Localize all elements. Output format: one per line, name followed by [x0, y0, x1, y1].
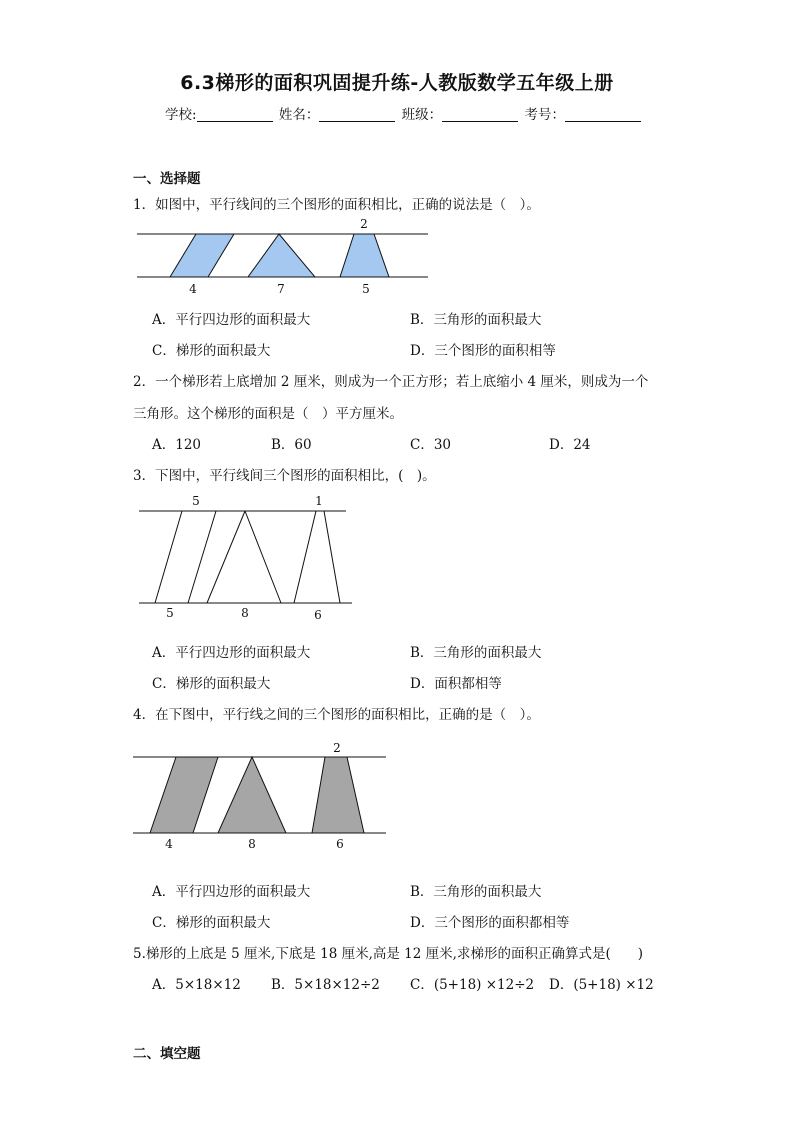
exam-no-label: 考号： [524, 107, 565, 123]
q1-label-c: 5 [362, 282, 370, 296]
q2-option-c[interactable]: C．30 [410, 437, 452, 453]
q4-label-b2: 8 [248, 837, 256, 851]
q1-option-c[interactable]: C．梯形的面积最大 [152, 343, 271, 359]
q3-label-top1: 5 [192, 494, 200, 508]
q3-label-b3: 6 [314, 608, 322, 622]
page-title: 6.3梯形的面积巩固提升练-人教版数学五年级上册 [180, 72, 614, 94]
q5-option-a[interactable]: A．5×18×12 [152, 977, 241, 993]
q2-option-d[interactable]: D．24 [549, 437, 591, 453]
q1-option-d[interactable]: D．三个图形的面积相等 [410, 343, 556, 359]
section-choice-heading: 一、选择题 [133, 171, 201, 187]
q4-option-d[interactable]: D．三个图形的面积都相等 [410, 915, 570, 931]
q5-option-d[interactable]: D．(5+18) ×12 [549, 977, 654, 993]
q2-option-a[interactable]: A．120 [152, 437, 202, 453]
name-label: 姓名： [278, 107, 320, 123]
q4-parallelogram [150, 757, 218, 833]
q3-option-c[interactable]: C．梯形的面积最大 [152, 676, 271, 692]
question-2-stem-line1: 2．一个梯形若上底增加 2 厘米，则成为一个正方形；若上底缩小 4 厘米，则成为一个 [133, 374, 649, 390]
q4-option-b[interactable]: B．三角形的面积最大 [410, 884, 542, 900]
q4-label-top: 2 [333, 741, 341, 755]
q3-label-b2: 8 [241, 606, 249, 620]
q3-option-b[interactable]: B．三角形的面积最大 [410, 645, 542, 661]
q4-label-b1: 4 [165, 837, 173, 851]
q2-option-b[interactable]: B．60 [271, 437, 312, 453]
q4-trapezoid [312, 757, 364, 833]
q3-option-a[interactable]: A．平行四边形的面积最大 [152, 645, 311, 661]
q4-triangle [218, 757, 286, 833]
q1-option-a[interactable]: A．平行四边形的面积最大 [152, 312, 311, 328]
q1-option-b[interactable]: B．三角形的面积最大 [410, 312, 542, 328]
q4-option-c[interactable]: C．梯形的面积最大 [152, 915, 271, 931]
q5-option-b[interactable]: B．5×18×12÷2 [271, 977, 380, 993]
q3-option-d[interactable]: D．面积都相等 [410, 676, 502, 692]
q1-label-top: 2 [360, 217, 368, 231]
question-1-stem: 1．如图中，平行线间的三个图形的面积相比，正确的说法是（ ）。 [133, 197, 540, 213]
question-2-stem-line2: 三角形。这个梯形的面积是（ ）平方厘米。 [133, 406, 403, 422]
q1-label-a: 4 [189, 282, 197, 296]
question-3-stem: 3．下图中，平行线间三个图形的面积相比，( )。 [133, 468, 436, 484]
section-fill-blank-heading: 二、填空题 [133, 1046, 201, 1062]
q4-label-b3: 6 [336, 837, 344, 851]
question-4-stem: 4．在下图中，平行线之间的三个图形的面积相比，正确的是（ ）。 [133, 707, 540, 723]
question-5-stem: 5.梯形的上底是 5 厘米,下底是 18 厘米,高是 12 厘米,求梯形的面积正确算式是( ) [133, 946, 643, 962]
q1-label-b: 7 [277, 282, 285, 296]
class-label: 班级： [401, 107, 443, 123]
q5-option-c[interactable]: C．(5+18) ×12÷2 [410, 977, 535, 993]
q3-label-b1: 5 [166, 606, 174, 620]
q3-label-top2: 1 [315, 494, 323, 508]
school-label: 学校: [165, 107, 197, 123]
q4-option-a[interactable]: A．平行四边形的面积最大 [152, 884, 311, 900]
